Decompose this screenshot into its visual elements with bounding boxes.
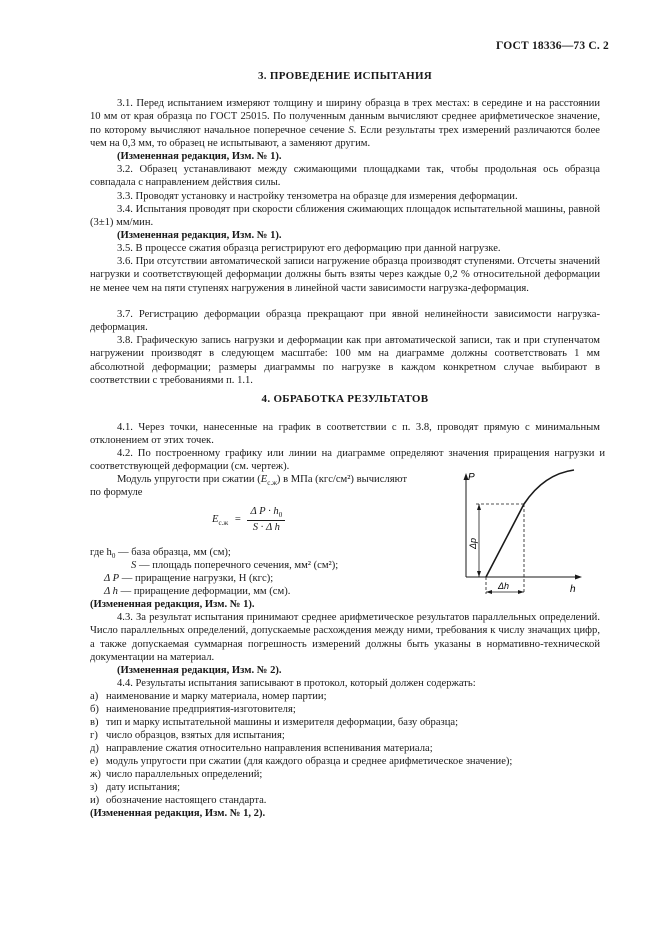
paragraph-4-1: 4.1. Через точки, нанесенные на график в соответствии с п. 3.8, проводят прямую с минимальным отклонением от этих точек. bbox=[90, 422, 600, 447]
paragraph-4-4: 4.4. Результаты испытания записывают в протокол, который должен содержать: bbox=[117, 678, 476, 689]
where-item-dh: Δ h — приращение деформации, мм (см). bbox=[104, 586, 291, 597]
formula-fraction bbox=[247, 506, 285, 533]
list-item: г) число образцов, взятых для испытания; bbox=[90, 730, 285, 741]
paragraph-3-4: 3.4. Испытания проводят при скорости сближения сжимающих площадок испытательной машины, равной (3±1) мм/мин. bbox=[90, 204, 600, 229]
list-item: а) наименование и марку материала, номер партии; bbox=[90, 691, 327, 702]
list-item: ж) число параллельных определений; bbox=[90, 769, 263, 780]
list-item: и) обозначение настоящего стандарта. bbox=[90, 795, 267, 806]
modulus-sentence: Модуль упругости при сжатии $(E_{с.ж})$ в МПа (кгс/см²) вычисляют bbox=[117, 474, 407, 488]
x-axis-label: h bbox=[570, 584, 576, 595]
paragraph-4-2: 4.2. По построенному графику или линии на диаграмме определяют значения приращения нагрузки и соответствующей деформации (см. чертеж). bbox=[90, 448, 605, 473]
where-item-s: S — площадь поперечного сечения, мм² (см²); bbox=[131, 560, 339, 571]
x-axis-arrow bbox=[575, 575, 582, 580]
paragraph-4-3: 4.3. За результат испытания принимают среднее арифметическое результатов параллельных определений. Число параллельных определений, допускаемые расхождения между ними, требования к числу значащих цифр, а также допускаемая суммарная погрешность измерений должны быть указаны в нормативно-технической документации на материал. bbox=[90, 612, 600, 663]
modulus-sentence-end: по формуле bbox=[90, 487, 143, 498]
paragraph-3-1: 3.1. Перед испытанием измеряют толщину и ширину образца в трех местах: в середине и на расстоянии 10 мм от края образца по ГОСТ 25015. По полученным данным вычисляют среднее арифметическое значение, по которому вычисляют начальное поперечное сечение S. Если результаты трех измерений различаются более чем на 0,3 мм, то образец не испытывают, а заменяют другим. bbox=[90, 98, 601, 149]
note-4-2: (Измененная редакция, Изм. № 1). bbox=[90, 599, 255, 610]
list-item: в) тип и марку испытательной машины и измерителя деформации, базу образца; bbox=[90, 717, 459, 728]
paragraph-3-8: 3.8. Графическую запись нагрузки и деформации как при автоматической записи, так и при ступенчатом нагружении производят в следующем масштабе: 100 мм на диаграмме должны соответствовать 1 мм абсолютной деформации; размеры диаграммы по нагрузке в каждом конкретном случае выбирают в соответствии с требованиями п. 1.1. bbox=[90, 335, 600, 386]
y-axis-label: P bbox=[468, 472, 475, 483]
dh-arrow-left bbox=[486, 590, 492, 594]
formula-equals: = bbox=[234, 514, 241, 525]
page-header: ГОСТ 18336—73 С. 2 bbox=[496, 40, 609, 52]
where-item-h0: где $h_0$ — база образца, мм (см); bbox=[90, 547, 231, 561]
note-3-1: (Измененная редакция, Изм. № 1). bbox=[117, 151, 282, 162]
list-item: д) направление сжатия относительно направления вспенивания материала; bbox=[90, 743, 433, 754]
linear-segment bbox=[486, 504, 524, 577]
nonlinear-curve bbox=[524, 470, 574, 504]
where-item-dp: Δ P — приращение нагрузки, Н (кгс); bbox=[104, 573, 274, 584]
dh-label: Δh bbox=[498, 581, 510, 591]
dp-arrow-bottom bbox=[477, 571, 481, 577]
paragraph-3-2: 3.2. Образец устанавливают между сжимающими площадками так, чтобы продольная ось образца совпадала с направлением действия силы. bbox=[90, 164, 600, 189]
note-3-4: (Измененная редакция, Изм. № 1). bbox=[117, 230, 282, 241]
formula-lhs-sub: с.ж bbox=[218, 519, 229, 528]
paragraph-3-5: 3.5. В процессе сжатия образца регистрируют его деформацию при данной нагрузке. bbox=[117, 243, 501, 254]
list-item: е) модуль упругости при сжатии (для каждого образца и среднее арифметическое значение); bbox=[90, 756, 513, 767]
section-3-title: 3. ПРОВЕДЕНИЕ ИСПЫТАНИЯ bbox=[257, 70, 433, 82]
dh-arrow-right bbox=[518, 590, 524, 594]
paragraph-3-6: 3.6. При отсутствии автоматической записи нагружение образца производят ступенями. Отсчеты значений нагрузки и соответствующей деформации должны быть взяты через каждые 0,2 % относительной деформации не менее чем на пяти ступенях нагружения в линейной части зависимости нагрузка-деформация. bbox=[90, 256, 600, 294]
modulus-formula bbox=[212, 506, 285, 533]
note-4-3: (Измененная редакция, Изм. № 2). bbox=[117, 665, 282, 676]
paragraph-3-7: 3.7. Регистрацию деформации образца прекращают при явной нелинейности зависимости нагрузка-деформация. bbox=[90, 309, 600, 334]
paragraph-3-3: 3.3. Проводят установку и настройку тензометра на образце для измерения деформации. bbox=[117, 191, 518, 202]
list-item: б) наименование предприятия-изготовителя; bbox=[90, 704, 296, 715]
formula-lhs: E bbox=[212, 514, 219, 525]
dp-arrow-top bbox=[477, 504, 481, 510]
formula-denominator: S · Δ h bbox=[252, 522, 280, 534]
dp-label: Δp bbox=[468, 537, 478, 549]
section-4-title: 4. ОБРАБОТКА РЕЗУЛЬТАТОВ bbox=[261, 393, 429, 405]
final-note: (Измененная редакция, Изм. № 1, 2). bbox=[90, 808, 266, 819]
list-item: з) дату испытания; bbox=[90, 782, 181, 793]
formula-numerator: Δ $P \cdot h_0$ bbox=[247, 506, 285, 521]
load-deformation-diagram bbox=[448, 466, 598, 602]
